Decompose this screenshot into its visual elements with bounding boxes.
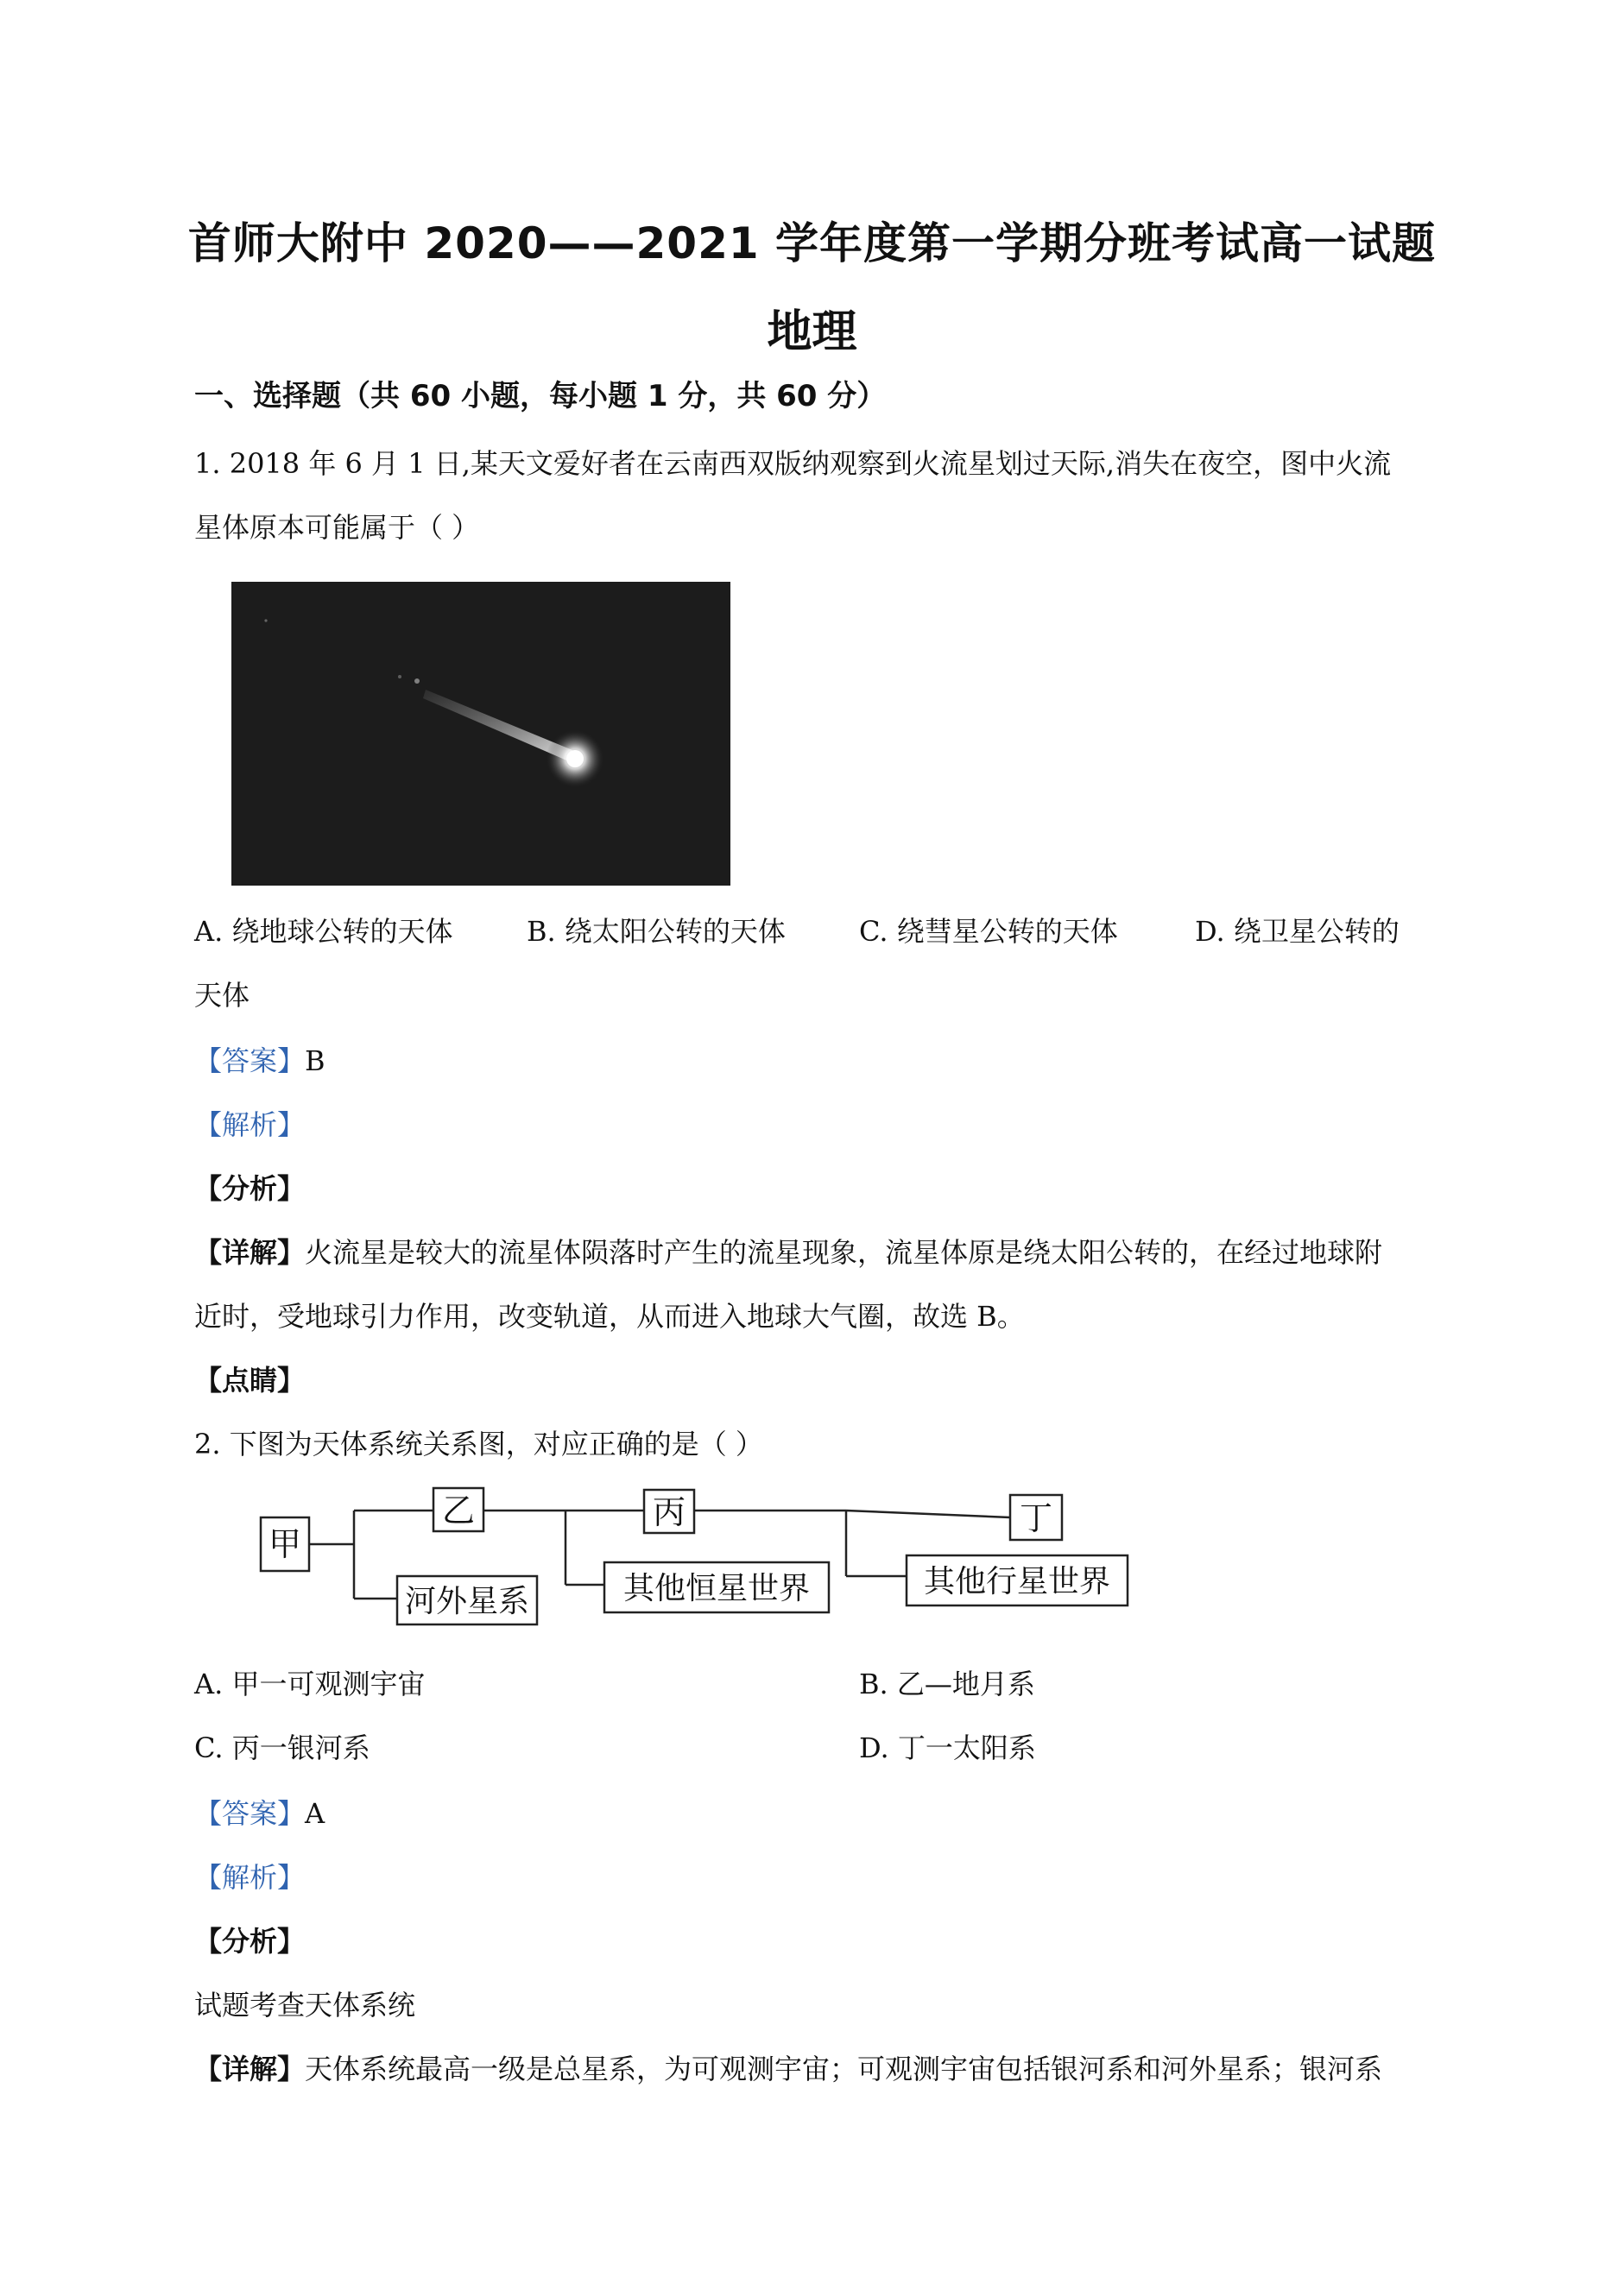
q2-answer-value: A (305, 1797, 325, 1830)
q2-detail-tag: 【详解】 (194, 2053, 306, 2085)
q1-detail-line1: 火流星是较大的流星体陨落时产生的流星现象，流星体原是绕太阳公转的，在经过地球附 (305, 1236, 1383, 1269)
celestial-system-diagram-svg (250, 1483, 1166, 1647)
label-qita-hengxing: 其他恒星世界 (622, 1571, 811, 1606)
q1-detail-row (194, 1233, 1382, 1271)
q2-option-c: C. 丙一银河系 (194, 1731, 370, 1764)
label-qita-xingxing: 其他行星世界 (923, 1564, 1111, 1599)
q2-option-a: A. 甲一可观测宇宙 (194, 1668, 426, 1700)
celestial-system-diagram (250, 1483, 1166, 1647)
label-yi: 乙 (441, 1492, 476, 1530)
fireball-meteor-image (231, 582, 730, 886)
q1-detail-line2: 近时，受地球引力作用，改变轨道，从而进入地球大气圈，故选 B。 (194, 1300, 1025, 1333)
q2-option-b: B. 乙—地月系 (859, 1668, 1035, 1700)
q1-answer-row (194, 1042, 325, 1080)
q1-stem-line1: 1. 2018 年 6 月 1 日,某天文爱好者在云南西双版纳观察到火流星划过天际,消失在夜空，图中火流 (194, 447, 1392, 480)
section-heading: 一、选择题（共 60 小题，每小题 1 分，共 60 分） (194, 379, 887, 413)
label-hewai: 河外星系 (404, 1584, 530, 1619)
label-jia: 甲 (268, 1525, 302, 1563)
q1-option-c: C. 绕彗星公转的天体 (859, 915, 1118, 948)
q1-option-d: D. 绕卫星公转的 (1195, 915, 1400, 948)
q2-fenxi-tag: 【分析】 (194, 1925, 306, 1958)
q1-fenxi-tag: 【分析】 (194, 1172, 306, 1205)
q1-option-b: B. 绕太阳公转的天体 (527, 915, 786, 948)
exam-subject: 地理 (767, 306, 857, 358)
label-bing: 丙 (652, 1493, 686, 1531)
q2-analysis-tag: 【解析】 (194, 1861, 306, 1894)
q1-stem-line2: 星体原本可能属于（ ） (194, 511, 480, 544)
q1-answer-value: B (305, 1044, 325, 1077)
q2-detail-row (194, 2050, 1382, 2088)
q2-fenxi-text: 试题考查天体系统 (194, 1989, 416, 2022)
q1-analysis-tag: 【解析】 (194, 1108, 306, 1141)
q1-dianjing-tag: 【点睛】 (194, 1364, 306, 1397)
q1-option-a: A. 绕地球公转的天体 (194, 915, 453, 948)
q2-answer-row (194, 1795, 325, 1832)
q2-option-d: D. 丁一太阳系 (859, 1731, 1036, 1764)
q1-detail-tag: 【详解】 (194, 1236, 306, 1269)
q2-stem: 2. 下图为天体系统关系图，对应正确的是（ ） (194, 1428, 763, 1460)
q2-answer-tag: 【答案】 (194, 1797, 306, 1830)
q1-answer-tag: 【答案】 (194, 1044, 306, 1077)
q2-detail-line1: 天体系统最高一级是总星系，为可观测宇宙；可观测宇宙包括银河系和河外星系；银河系 (305, 2053, 1383, 2085)
q1-option-d-continued: 天体 (194, 979, 250, 1012)
fireball-meteor-photo (231, 582, 730, 886)
label-ding: 丁 (1019, 1499, 1053, 1537)
exam-title: 首师大附中 2020——2021 学年度第一学期分班考试高一试题 (187, 218, 1437, 268)
